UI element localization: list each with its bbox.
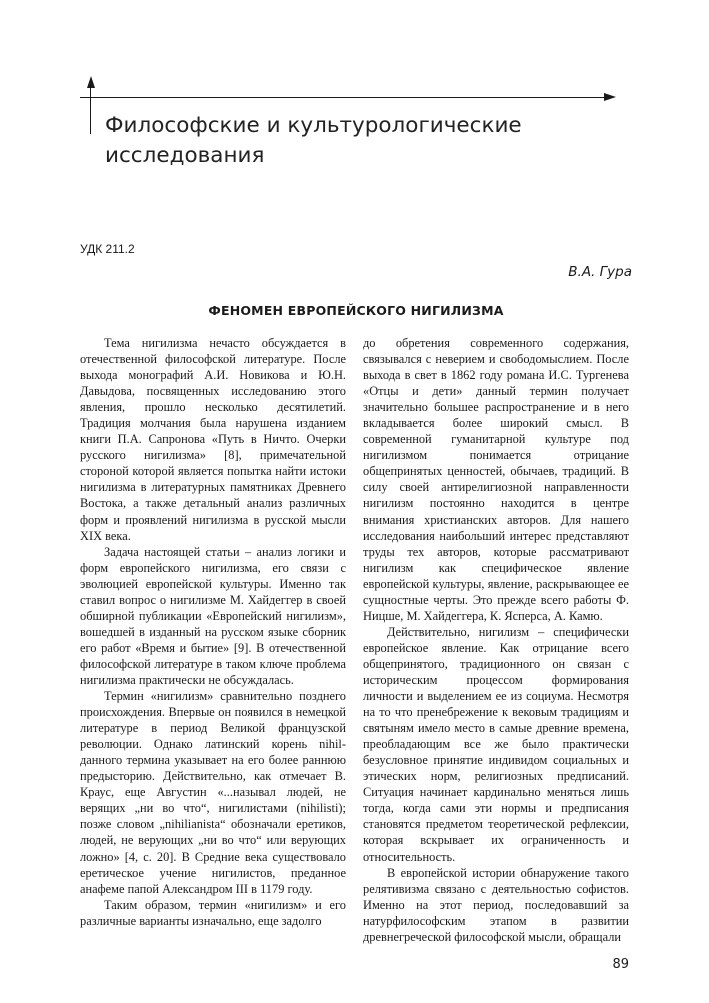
paragraph: Термин «нигилизм» сравнительно позднего происхождения. Впервые он появился в немецкой литературе в период Великой французской революции. Однако латинский корень nihil-данного термина указывает на его более раннюю предысторию. Действительно, как отмечает В. Краус, еще Августин «...называл людей, не верящих „ни во что“, нигилистами (nihilisti); позже словом „nihilianista“ обозначали еретиков, людей, не верующих „ни во что“ или верующих ложно» [4, с. 20]. В Средние века существовало еретическое учение нигилистов, преданное анафеме папой Александром III в 1179 году. (80, 689, 346, 896)
paragraph-continued: до обретения современного содержания, связывался с неверием и свободомыслием. После выхода в свет в 1862 году романа И.С. Тургенева «Отцы и дети» данный термин получает значительно большее распространение и в него вкладывается более широкий смысл. В современной гуманитарной культуре под нигилизмом понимается отрицание общепринятых ценностей, обычаев, традиций. В силу своей антирелигиозной направленности нигилизм постоянно находится в центре внимания христианских авторов. Для нашего исследования наибольший интерес представляют труды тех авторов, которые рассматривают нигилизм как специфическое явление европейской культуры, явление, раскрывающее ее сущностные черты. Это прежде всего работы Ф. Ницше, М. Хайдеггера, К. Ясперса, А. Камю. (363, 336, 629, 623)
text-column-left (80, 335, 346, 929)
paragraph: В европейской истории обнаружение такого релятивизма связано с деятельностью софистов. Именно на этот период, последовавший за натурфилософским этапом в развитии древнегреческой философской мысли, обращали (363, 865, 629, 944)
section-title (105, 111, 522, 171)
header-vertical-arrow-line (90, 82, 91, 134)
text-column-right (363, 335, 629, 945)
paragraph: Задача настоящей статьи – анализ логики и форм европейского нигилизма, его связи с эволюцией европейской культуры. Именно так ставил вопрос о нигилизме М. Хайдеггер в своей обширной публикации «Европейский нигилизм», вошедшей в изданный на русском языке сборник его работ «Время и бытие» [9]. В отечественной философской литературе в таком ключе проблема нигилизма практически не обсуждалась. (80, 544, 346, 687)
section-title-line-1: Философские и культурологические (105, 113, 522, 138)
paragraph: Тема нигилизма нечасто обсуждается в отечественной философской литературе. После выхода монографий А.И. Новикова и Ю.Н. Давыдова, посвященных исследованию этого явления, прошло несколько десятилетий. Традиция молчания была нарушена изданием книги П.А. Сапронова «Путь в Ничто. Очерки русского нигилизма» [8], примечательной стороной которой является попытка найти истоки нигилизма в литературных памятниках Древнего Востока, а также детальный анализ различных форм и проявлений нигилизма в русской мысли XIX века. (80, 336, 346, 543)
header-arrow-up-icon (87, 76, 95, 88)
paragraph: Действительно, нигилизм – специфически европейское явление. Как отрицание всего общепринятого, традиционного он связан с историческим процессом формирования личности и выделением ее из социума. Несмотря на то что пренебрежение к вековым традициям и святыням имело место в самые древние времена, преобладающим все же было практически безусловное принятие индивидом социальных и этических норм, религиозных предписаний. Ситуация начинает кардинально меняться лишь тогда, когда сами эти нормы и предписания становятся предметом теоретической рефлексии, которая вскрывает их ограниченность и относительность. (363, 624, 629, 864)
author-name: В.А. Гура (568, 264, 632, 280)
header-horizontal-arrow-line (80, 97, 608, 98)
paragraph: Таким образом, термин «нигилизм» и его различные варианты изначально, еще задолго (80, 897, 346, 928)
page-number: 89 (612, 957, 629, 972)
udc-code: УДК 211.2 (80, 242, 135, 256)
header-arrow-right-icon (604, 93, 616, 101)
article-title: ФЕНОМЕН ЕВРОПЕЙСКОГО НИГИЛИЗМА (208, 303, 504, 318)
section-title-line-2: исследования (105, 143, 265, 168)
